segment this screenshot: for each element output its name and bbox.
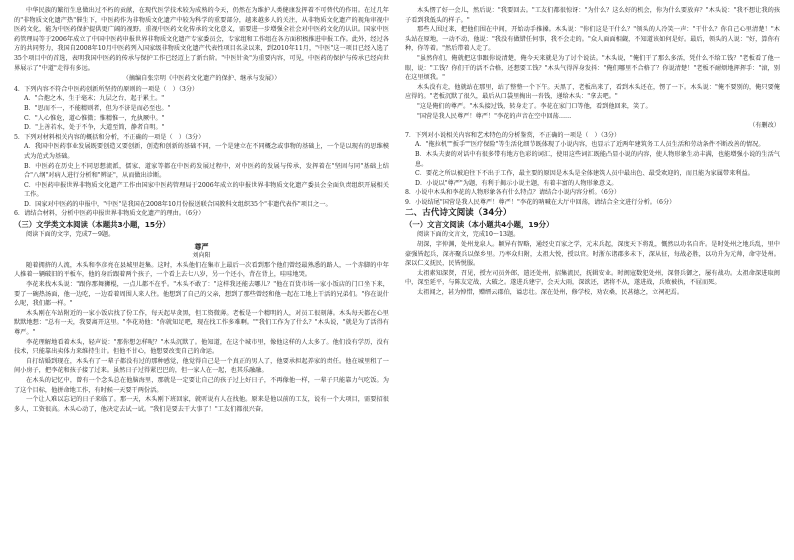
question-6: 6．请结合材料，分析中医药申报世界非物质文化遗产的理由。（6分） <box>14 210 205 218</box>
question-9: 9．小说结尾"国营是我人民尊严！尊严！"李花的呐喊在大厅中回荡，请结合全文进行分析。（6分） <box>405 198 676 206</box>
q7-option-c: C．要花之所以被迫往下不出于工作，最主要的原因是木头是全体建筑人员中最出色、最受欢迎的，而且能为家属带来利益。 <box>415 170 754 178</box>
subsection-1-heading: （一）文言文阅读（本小题共4小题，19分） <box>405 220 554 230</box>
q7-option-a: A．"拖拉机""扳手""医疗保险"等生活化细节既体现了小说内容，也显示了近两年建筑务工人员生活和劳动条件不断改善的情况。 <box>415 141 765 149</box>
story-paragraph: "这是俺们的尊严。"木头接过钱，转身走了。李花在家门口等他，看到他回来，笑了。 <box>417 102 652 110</box>
question-8: 8．小说中木头和李花的人物形象各有什么特点？请结合小说内容分析。（6分） <box>405 189 621 197</box>
intro-paragraph: 中华民族的繁衍生息做出过不朽的贡献，在现代医学技术较为成熟的今天，仍然在为维护人类健康发挥着不可替代的作用。在过几年的"非物质文化遗产热"催生下，中医药作为非物质文化遗产中较为科学的重要部分，越来越多人的关注，从非物质文化遗产的视角审视中医药文化，能为中医药保护提供更广阔的视野。重视中医药文化传承的文化意义，需要进一步增强全社会对中医药文化的认识。国家中医药管理局等于2006年成立了中国中医药申报世界非物质文化遗产专家委员会，专家组和工作组在各方面积极推进申报工作。此外，经过各方的共同努力，我国自2008年10月中医药列入国家级非物质文化遗产代表性项目名录以来，到2010年11月，"中医"这一项目已经入选了35个项目中的首选，表明我国中医药的传承与保护工作已经迈上了新台阶。"中医针灸"为重要内容，可见，中医药的保护与传承已经向世界展示了"中道"走得有多远。 <box>14 7 389 72</box>
story-paragraph: 木头没有走，他就站在那里，站了整整一个下午。天黑了，老板出来了，看到木头还在，愣了一下。木头说："俺不要别的，俺只要俺应得的。"老板沉默了很久，最后从口袋里掏出一沓钱，递给木头："拿去吧。" <box>405 83 780 101</box>
q4-option-d: D．"上善若水，处于不争，大道至简，静者自明。" <box>24 124 165 132</box>
q5-option-c: C．中医药申报世界非物质文化遗产工作由国家中医药管理局于2006年成立的申报世界非物质文化遗产委员会全面负责组织开展相关工作。 <box>24 181 389 199</box>
story-title: 尊严 <box>194 241 209 251</box>
q5-option-a: A．我国中医药事业发展既要创造又要创新，创造和创新的基础不同，一个是建立在不同概念或事物的基础上，一个是以现有的思维模式为范式为基础。 <box>24 143 389 160</box>
story-paragraph: 李花理解地看着木头，轻声说："那你想怎样呢？"木头沉默了。他知道，在这个城市里，像他这样的人太多了。他们没有学历，没有技术，只能靠出卖体力来维持生计。但他不甘心，他想要改变自己的命运。 <box>14 338 389 356</box>
left-column <box>14 6 389 556</box>
right-column <box>405 6 780 556</box>
story-paragraph: 在木头的记忆中，曾有一个念头总在他脑海里，那就是一定要让自己的孩子过上好日子，不再像他一样，一辈子只能靠力气吃饭。为了这个目标，他拼命地工作，有时候一天要干两份活。 <box>14 376 389 394</box>
q7-option-b: B．木头夫妻的对话中有很多带有地方色彩的词汇，使用这些词汇既能凸显小说的内容，使人物形象生动丰满，也能增强小说的生活气息。 <box>415 150 780 168</box>
story-paragraph: "虽然你们，俺就把这事跟你说清楚，俺今天来就是为了讨个说法。"木头说，"俺们干了那么多活，凭什么不给工钱？"老板看了他一眼，说："工钱？你们干的活不合格，还想要工钱？"木头气得浑身发抖："俺们哪里不合格了？你说清楚！"老板不耐烦地挥挥手："滚，别在这里烦我。" <box>405 54 780 82</box>
q5-option-d: D．国家对中医药的申报中，"中医"是我国在2008年10月份报送联合国教科文组织35个"非遗代表作"项目之一。 <box>24 200 332 208</box>
story-paragraph: 木头愣了好一会儿，然后说："我要回去。"工友们都很惊讶："为什么？这么好的机会，你为什么要放弃？"木头说："我不想让我的孩子看到我低头的样子。" <box>405 7 780 24</box>
section-3-intro: 阅读下面的文字，完成7～9题。 <box>26 231 115 239</box>
q4-option-a: A．"合抱之木，生于毫末；九层之台，起于累土。" <box>24 95 165 103</box>
story-paragraph: 自打结婚到现在，木头有了一辈子都没有过的那种感觉，他觉得自己是一个真正的男人了，他要承担起养家的责任。他在城里租了一间小房子，把李花和孩子接了过来。虽然日子过得紧巴巴的，但一家人在一起，也其乐融融。 <box>14 357 389 375</box>
abridged-note: （有删改） <box>749 122 780 130</box>
story-paragraph: 那些人围过来，把他们围在中间，开始动手推搡。木头说："你们这是干什么？"领头的人冷笑一声："干什么？你自己心里清楚！"木头站在原地，一动不动，他说："我没有做错任何事，我不会走的。"众人面面相觑，不知道该如何是好。最后，领头的人说："好，算你有种，你等着。"然后带着人走了。 <box>405 26 780 53</box>
subsection-1-intro: 阅读下面的文言文，完成10～13题。 <box>417 231 520 239</box>
q7-option-d: D．小说以"尊严"为题，有利于揭示小说主题，有着丰富的人物形象意义。 <box>415 179 618 187</box>
classical-paragraph: 太祖素知深贤，召见，授左司员外郎，遣还处州，招集流民，抚辑安业。时闽寇数犯处州，深督兵御之，屡有战功。太祖命深进取闽中，深至延平，与陈友定战，大破之。遂进兵建宁，会天大雨，深欲还，诸将不从，遂进战，兵败被执，不屈而死。 <box>405 269 780 287</box>
q4-option-b: B．"思而不一，不能精则者，但为不济是而必至也。" <box>24 104 171 112</box>
story-author: 刘向阳 <box>192 252 211 260</box>
q4-option-c: C．"人心惟危，道心惟微；惟精惟一，允执厥中。" <box>24 114 165 122</box>
section-2-heading: 二、古代诗文阅读（34分） <box>405 208 512 219</box>
story-paragraph: 随着拥挤的人流，木头和李彦亮在县城里赶集。这时，木头他们在集市上最后一次看到那个他们曾经最熟悉的路人，一个赤脚的中年人推着一辆破旧的平板车，他的身后跟着两个孩子，一个看上去七八岁，另一个还小，背在背上，哇哇地哭。 <box>14 261 389 279</box>
question-5: 5．下列对材料相关内容的概括和分析，不正确的一项是（ ）（3分） <box>14 133 205 141</box>
q5-option-b: B．中医药在历史上不同思想流派，儒家、道家等都在中医药发展过程中，对中医药的发展与传承，发挥着在"坚固与同"基础上结合"八纲"对病人进行分析和"辨证"，从而做出诊断。 <box>24 162 389 180</box>
source-citation: （摘编自张宗明《中医药文化遗产的保护、继承与发展》） <box>122 75 281 83</box>
question-7: 7．下列对小说相关内容和艺术特色的分析鉴赏，不正确的一项是（ ）（3分） <box>405 131 621 139</box>
question-4: 4．下列内容不符合中医药创新所坚持的原则的一项是（ ）（3分） <box>14 85 199 93</box>
classical-paragraph: 太祖闻之，甚为悼惜，赠缙云郡伯，谥忠壮。深在处州，修学校，劝农桑，民甚德之，立祠祀焉。 <box>417 289 684 297</box>
story-paragraph: 木头刚在车站附近的一家小饭店找了份工作，每天起早贪黑，但工资微薄。老板是一个精明的人，对员工很刻薄。木头每天都在心里默默地想："总有一天，我要离开这里。"李花劝他："你就知足吧，现在找工作多难啊。""我们工作为了什么？"木头说，"就是为了活得有尊严。" <box>14 309 389 336</box>
classical-paragraph: 胡深，字仲渊，处州龙泉人。颖异有智略，通经史百家之学，元末兵起，深度天下将乱，慨然以功名自许。是时处州之地兵乱，里中豪强皆起兵，深亦聚兵以保乡里。乃率众归附，太祖大悦，授以官。时浙东诸郡多未下，深从征，每战必胜，以功升为元帅，命守处州。深以仁义抚民，民皆悦服。 <box>405 241 780 268</box>
story-paragraph: 一个让人难以忘记的日子来临了。那一天，木头刚下班回家，就听说有人在找他。原来是他以前的工友，说有一个大项目，需要招很多人，工资很高。木头心动了，他决定去试一试。"我们是要去干大事了！"工友们都很兴奋。 <box>14 396 389 413</box>
story-paragraph: 李花来找木头说："跟你那舞狮棍，一点儿都不在乎。"木头不敢了："这样我还能去哪儿？"他在百货市场一家小饭店的门口坐下来，要了一碗热汤面，他一边吃，一边看着周围人来人往。他想到了自己的父亲，想到了那些曾经和他一起在工地上干活的兄弟们。"你在说什么呢，我们都一样。" <box>14 281 389 308</box>
section-3-heading: （三）文学类文本阅读（本题共3小题，15分） <box>14 220 170 230</box>
story-closing-line: "国营是我人民尊严！尊严！"李花的声音在空中回荡…… <box>417 112 572 120</box>
